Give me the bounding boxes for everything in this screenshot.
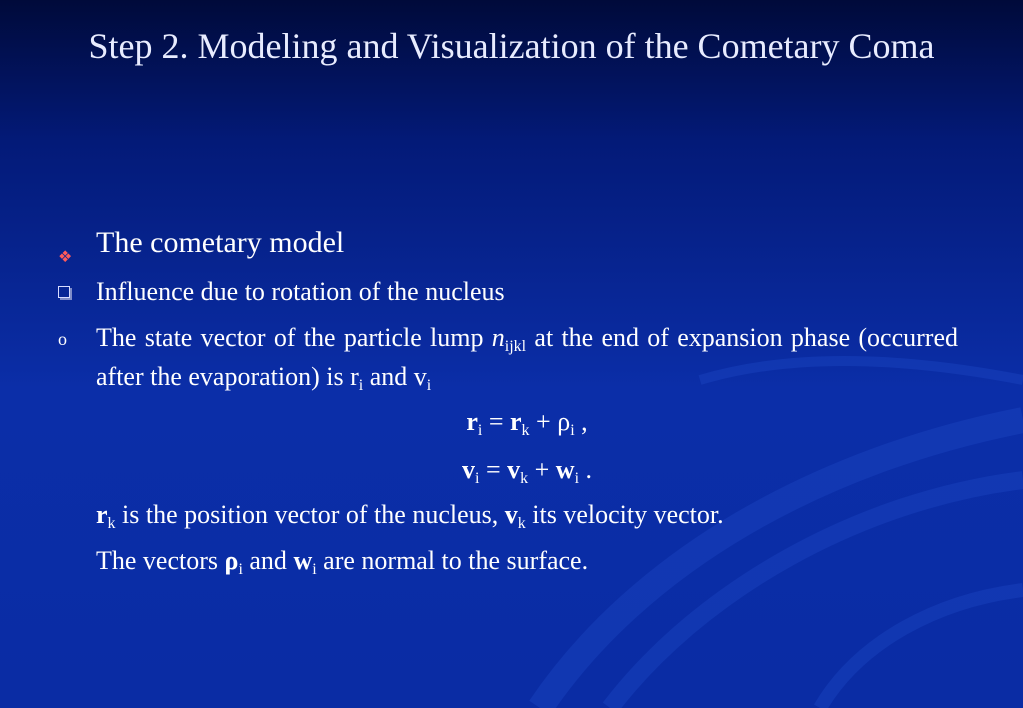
eq1-lhs-sub: i xyxy=(477,422,483,439)
eq2-end: . xyxy=(579,455,593,484)
bullet-level2 xyxy=(58,272,958,312)
eq1-term2-sub: i xyxy=(570,422,575,439)
v-subscript: i xyxy=(426,377,432,394)
note2-rho: ρ xyxy=(224,546,239,575)
note2-w-sub: i xyxy=(312,561,317,578)
eq1-term1: r xyxy=(510,407,522,436)
eq1-lhs: r xyxy=(466,407,478,436)
bullet-level1-text: The cometary model xyxy=(96,226,345,259)
state-vector-text-1: The state vector of the particle lump xyxy=(96,323,492,352)
bullet-level3 xyxy=(58,318,958,396)
note-normal-vectors xyxy=(58,538,958,584)
eq2-op: = xyxy=(479,455,508,484)
eq1-end: , xyxy=(574,407,588,436)
note1-text1: is the position vector of the nucleus, xyxy=(115,500,505,529)
r-subscript: i xyxy=(358,377,364,394)
eq1-plus: + xyxy=(529,407,558,436)
note2-text3: are normal to the surface. xyxy=(316,546,589,575)
circle-o-icon: o xyxy=(58,329,67,349)
eq2-term1: v xyxy=(507,455,521,484)
bullet-level2-text: Influence due to rotation of the nucleus xyxy=(96,277,505,306)
n-subscript: ijkl xyxy=(504,338,527,355)
bullet-level1 xyxy=(58,220,958,266)
diamond-cluster-icon: ❖ xyxy=(58,247,73,266)
equation-velocity xyxy=(96,448,958,492)
eq1-term2: ρ xyxy=(557,407,571,436)
note2-text2: and xyxy=(242,546,294,575)
note1-v-sub: k xyxy=(517,515,526,532)
eq1-term1-sub: k xyxy=(521,422,530,439)
eq2-lhs: v xyxy=(461,455,475,484)
equation-position xyxy=(96,400,958,444)
slide-body xyxy=(58,220,958,584)
note1-r: r xyxy=(96,500,108,529)
state-vector-text-3: and v xyxy=(363,362,427,391)
note1-r-sub: k xyxy=(107,515,116,532)
eq2-lhs-sub: i xyxy=(474,470,480,487)
eq2-term2: w xyxy=(555,455,575,484)
eq2-term2-sub: i xyxy=(574,470,580,487)
slide-title: Step 2. Modeling and Visualization of the Cometary Coma xyxy=(88,26,935,66)
eq2-term1-sub: k xyxy=(520,470,529,487)
eq2-plus: + xyxy=(528,455,556,484)
eq1-op: = xyxy=(482,407,510,436)
note1-text2: its velocity vector. xyxy=(525,500,724,529)
note2-rho-sub: i xyxy=(238,561,243,578)
note1-v: v xyxy=(504,500,518,529)
shadowed-square-icon xyxy=(58,286,70,298)
state-vector-text-2: at the end of expansion phase (occurred after the evaporation) is r xyxy=(96,323,958,391)
note2-text1: The vectors xyxy=(96,546,225,575)
n-symbol: n xyxy=(491,323,505,352)
equations xyxy=(96,400,958,492)
note-position-velocity xyxy=(58,492,958,538)
note2-w: w xyxy=(293,546,313,575)
